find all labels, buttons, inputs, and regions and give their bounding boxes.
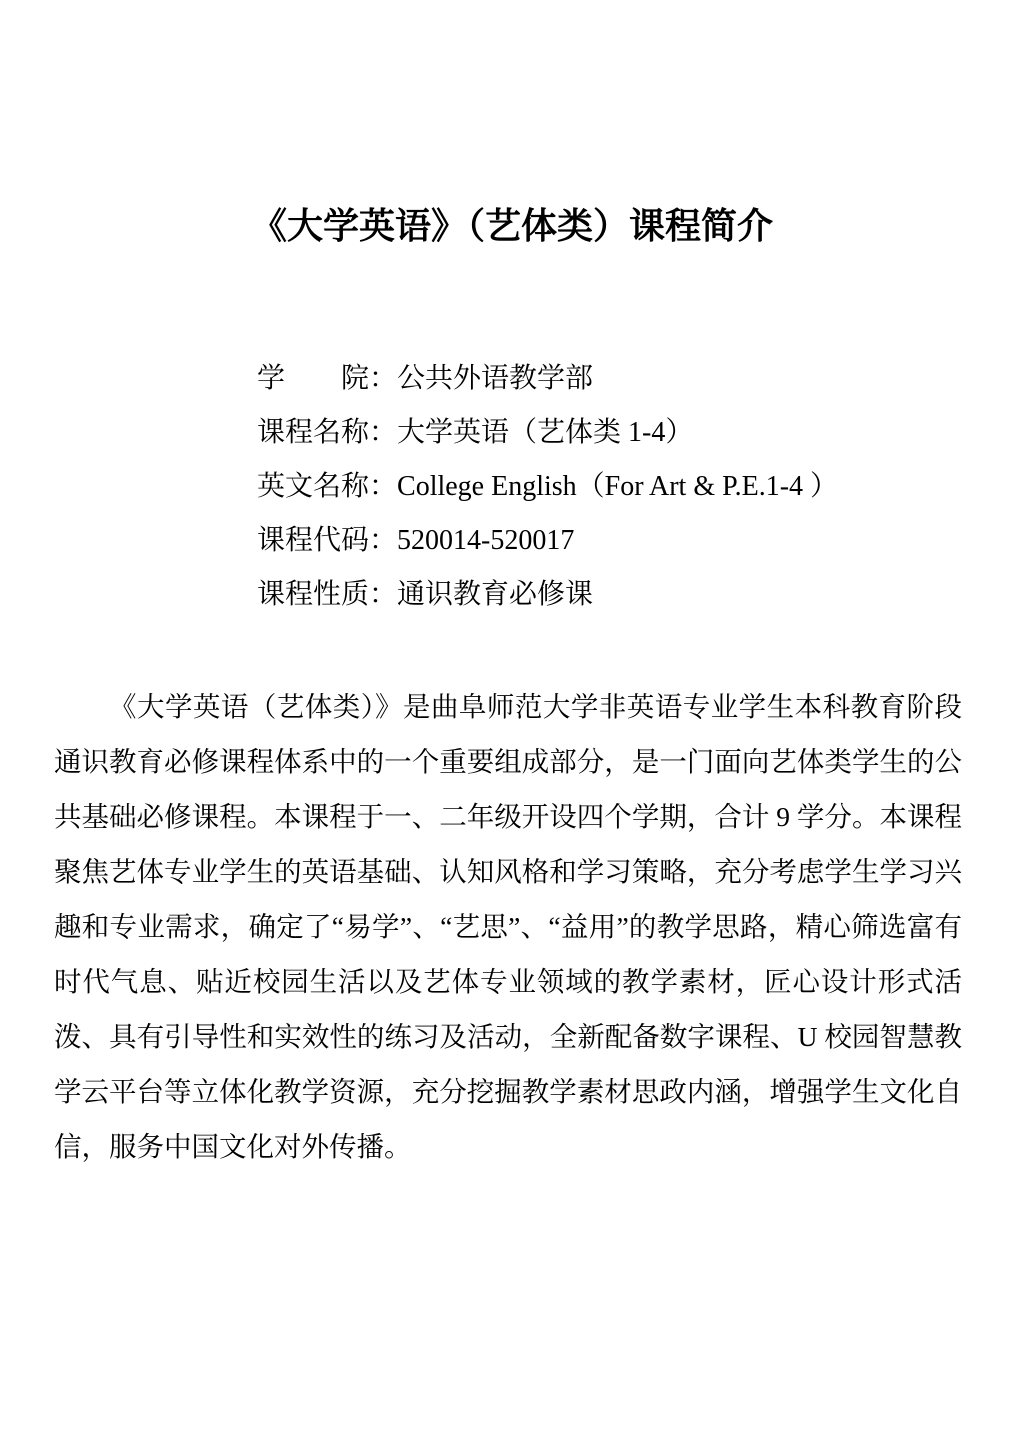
info-row-english-name: [257, 460, 1024, 514]
info-label-course-name: 课程名称：: [257, 417, 398, 448]
course-info-list: [257, 352, 1024, 622]
info-value-department: 公共外语教学部: [397, 363, 594, 394]
info-row-course-code: [257, 514, 1024, 568]
course-description-paragraph: 《大学英语（艺体类）》是曲阜师范大学非英语专业学生本科教育阶段通识教育必修课程体系中的一个重要组成部分，是一门面向艺体类学生的公共基础必修课程。本课程于一、二年级开设四个学期，合计 9 学分。本课程聚焦艺体专业学生的英语基础、认知风格和学习策略，充分考虑学生学习兴趣和专业需求，确定了“易学”、“艺思”、“益用”的教学思路，精心筛选富有时代气息、贴近校园生活以及艺体专业领域的教学素材，匠心设计形式活泼、具有引导性和实效性的练习及活动，全新配备数字课程、U 校园智慧教学云平台等立体化教学资源，充分挖掘教学素材思政内涵，增强学生文化自信，服务中国文化对外传播。: [54, 691, 962, 1162]
info-label-department: 学 院：: [257, 363, 398, 394]
info-row-department: [257, 352, 1024, 406]
info-value-course-type: 通识教育必修课: [397, 579, 594, 610]
info-value-english-name: College English（For Art & P.E.1-4 ）: [397, 471, 839, 502]
info-label-course-code: 课程代码：: [257, 525, 398, 556]
info-label-english-name: 英文名称：: [257, 471, 398, 502]
page-title: 《大学英语》（艺体类）课程简介: [250, 206, 773, 246]
info-value-course-code: 520014-520017: [397, 525, 575, 556]
info-value-course-name: 大学英语（艺体类 1-4）: [397, 417, 694, 448]
info-label-course-type: 课程性质：: [257, 579, 398, 610]
info-row-course-type: [257, 568, 1024, 622]
info-row-course-name: [257, 406, 1024, 460]
